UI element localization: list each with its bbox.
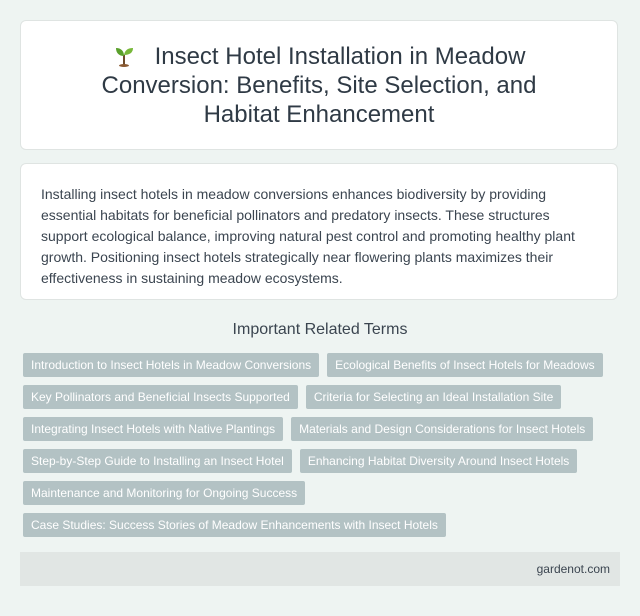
page-title-text: Insect Hotel Installation in Meadow Conversion: Benefits, Site Selection, and Habitat Enhancement (101, 42, 537, 128)
related-terms-list (23, 353, 623, 545)
related-term-tag[interactable]: Case Studies: Success Stories of Meadow Enhancements with Insect Hotels (23, 513, 446, 537)
page-title (61, 42, 577, 129)
related-term-tag[interactable]: Enhancing Habitat Diversity Around Insect Hotels (300, 449, 577, 473)
tag-row (23, 353, 623, 377)
related-term-tag[interactable]: Maintenance and Monitoring for Ongoing Success (23, 481, 305, 505)
footer (20, 552, 620, 586)
title-card (20, 20, 618, 150)
summary-text: Installing insect hotels in meadow conversions enhances biodiversity by providing essential habitats for beneficial pollinators and predatory insects. These structures support ecological balance, improving natural pest control and promoting healthy plant growth. Positioning insect hotels strategically near flowering plants maximizes their effectiveness in sustaining meadow ecosystems. (41, 186, 575, 286)
seedling-icon (113, 45, 135, 67)
tag-row (23, 417, 623, 441)
related-term-tag[interactable]: Criteria for Selecting an Ideal Installation Site (306, 385, 561, 409)
tag-row (23, 513, 623, 537)
tag-row (23, 449, 623, 473)
related-term-tag[interactable]: Key Pollinators and Beneficial Insects Supported (23, 385, 298, 409)
tag-row (23, 481, 623, 505)
related-terms-heading: Important Related Terms (232, 321, 408, 338)
summary-card (20, 163, 618, 300)
related-term-tag[interactable]: Introduction to Insect Hotels in Meadow Conversions (23, 353, 319, 377)
related-term-tag[interactable]: Ecological Benefits of Insect Hotels for Meadows (327, 353, 602, 377)
related-term-tag[interactable]: Step-by-Step Guide to Installing an Insect Hotel (23, 449, 292, 473)
related-term-tag[interactable]: Materials and Design Considerations for Insect Hotels (291, 417, 593, 441)
footer-site-link[interactable]: gardenot.com (536, 562, 610, 576)
related-term-tag[interactable]: Integrating Insect Hotels with Native Plantings (23, 417, 283, 441)
tag-row (23, 385, 623, 409)
